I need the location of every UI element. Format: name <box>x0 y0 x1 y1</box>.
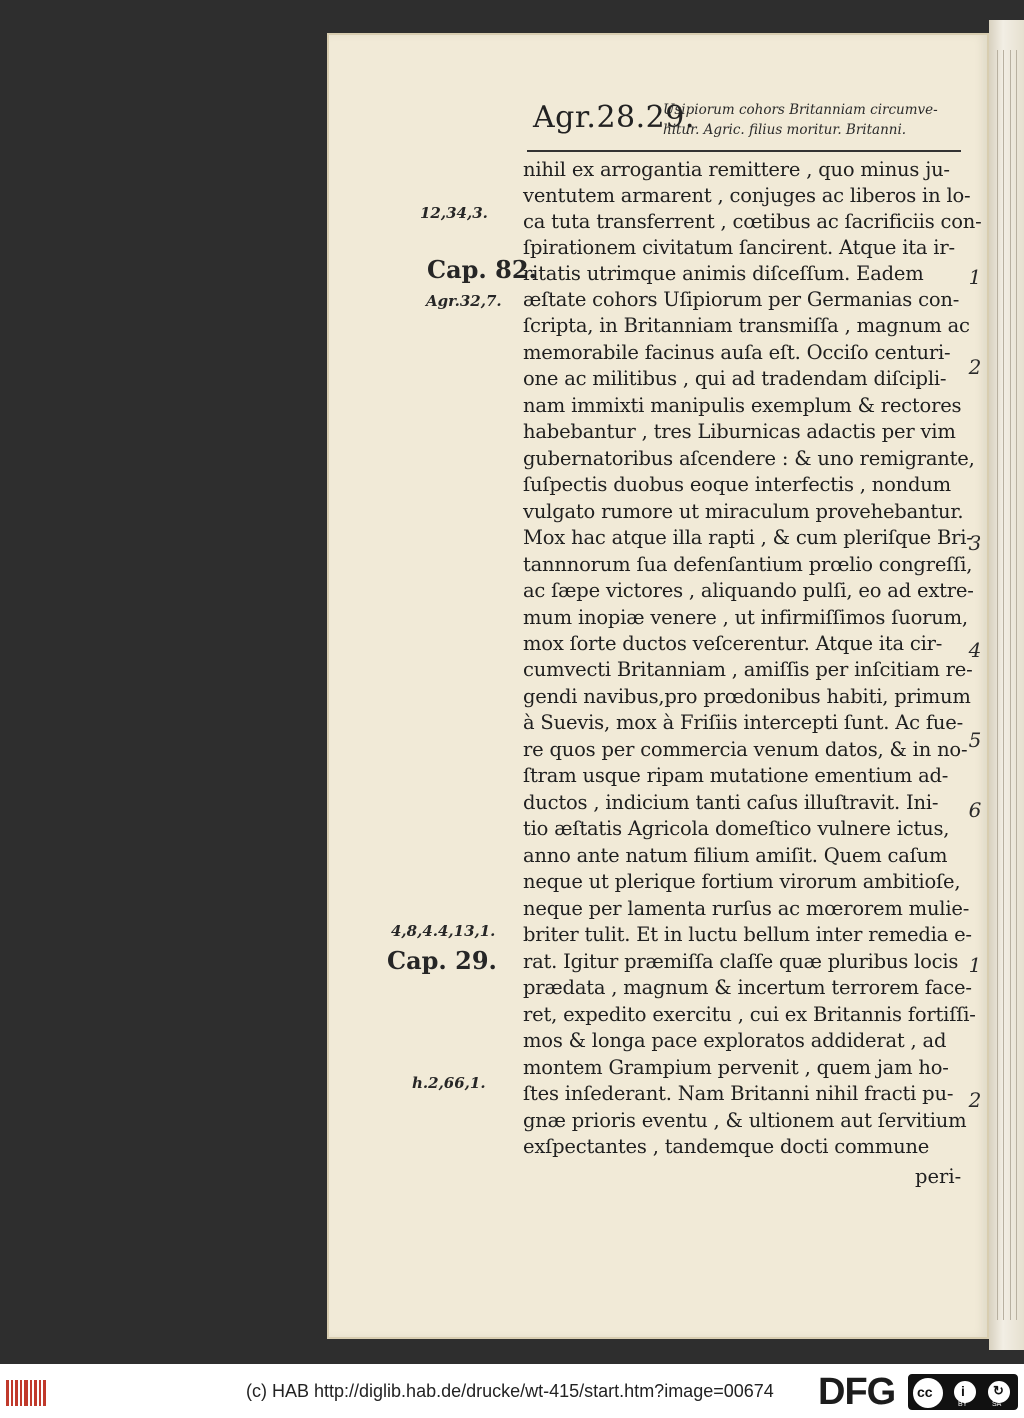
text-line: memorabile facinus auſa eſt. Occiſo centuri- <box>523 341 951 364</box>
text-line: à Suevis, mox à Friſiis intercepti ſunt. Ac fue- <box>523 711 963 734</box>
text-line: gubernatoribus aſcendere : & uno remigrante, <box>523 447 975 470</box>
catchword: peri- <box>915 1165 962 1188</box>
copyright-link[interactable]: (c) HAB http://diglib.hab.de/drucke/wt-415/start.htm?image=00674 <box>246 1381 774 1401</box>
text-line: nihil ex arrogantia remittere , quo minus ju- <box>523 158 950 181</box>
text-line: briter tulit. Et in luctu bellum inter remedia e- <box>523 923 972 946</box>
text-line: ſtes inſederant. Nam Britanni nihil fracti pu- <box>523 1082 954 1105</box>
text-line: neque ut plerique fortium virorum ambitioſe, <box>523 870 961 893</box>
sa-label: SA <box>992 1401 1002 1408</box>
running-head-summary-line-2: hitur. Agric. filius moritur. Britanni. <box>663 122 907 138</box>
margin-chapter-heading: Cap. 29. <box>387 946 497 975</box>
text-line: anno ante natum filium amiſit. Quem caſum <box>523 844 948 867</box>
paragraph-number: 2 <box>968 355 982 379</box>
paragraph-number: 2 <box>968 1088 982 1112</box>
running-head-title: Agr.28.29. <box>533 100 695 135</box>
text-line: ductos , indicium tanti caſus illuſtravit. Ini- <box>523 791 939 814</box>
footer-bar <box>0 1364 1024 1418</box>
cc-icon: cc <box>911 1376 945 1410</box>
margin-reference: 4,8,4.4,13,1. <box>391 922 496 940</box>
margin-reference: Agr.32,7. <box>426 292 502 310</box>
text-line: ritatis utrimque animis diſceſſum. Eadem <box>523 262 924 285</box>
library-barcode-icon <box>6 1380 46 1406</box>
text-line: æſtate cohors Uſipiorum per Germanias con- <box>523 288 960 311</box>
text-line: ſpirationem civitatum ſancirent. Atque ita ir- <box>523 236 955 259</box>
dfg-logo: DFG <box>818 1371 896 1413</box>
margin-reference: h.2,66,1. <box>412 1074 486 1092</box>
text-line: vulgato rumore ut miraculum provehebantur. <box>523 500 964 523</box>
text-line: ret, expedito exercitu , cui ex Britannis fortiſſi- <box>523 1003 976 1026</box>
paragraph-number: 1 <box>968 953 982 977</box>
text-line: tannnorum ſua defenſantium prœlio congreſſi, <box>523 553 973 576</box>
header-rule <box>527 150 961 152</box>
text-line: rat. Igitur præmiſſa claſſe quæ pluribus locis <box>523 950 959 973</box>
by-label: BY <box>958 1401 968 1408</box>
by-attribution-icon: i <box>952 1379 978 1405</box>
text-line: neque per lamenta rurſus ac mœrorem mulie- <box>523 897 970 920</box>
paragraph-number: 5 <box>968 728 982 752</box>
text-line: montem Grampium pervenit , quem jam ho- <box>523 1056 949 1079</box>
text-line: ca tuta transferrent , cœtibus ac ſacrificiis con- <box>523 210 982 233</box>
text-line: mox ſorte ductos veſcerentur. Atque ita cir- <box>523 632 943 655</box>
paragraph-number: 3 <box>968 531 982 555</box>
text-line: ac ſæpe victores , aliquando pulſi, eo ad extre- <box>523 579 974 602</box>
text-line: habebantur , tres Liburnicas adactis per vim <box>523 420 956 443</box>
text-line: exſpectantes , tandemque docti commune <box>523 1135 930 1158</box>
text-line: nam immixti manipulis exemplum & rectores <box>523 394 962 417</box>
text-line: tio æſtatis Agricola domeſtico vulnere ictus, <box>523 817 950 840</box>
running-head <box>533 98 963 146</box>
text-line: one ac militibus , qui ad tradendam diſcipli- <box>523 367 947 390</box>
text-line: gendi navibus,pro prœdonibus habiti, primum <box>523 685 971 708</box>
paragraph-number: 6 <box>968 798 982 822</box>
paragraph-number: 1 <box>968 265 982 289</box>
text-line: gnæ prioris eventu , & ultionem aut ſervitium <box>523 1109 967 1132</box>
margin-reference: 12,34,3. <box>420 204 488 222</box>
text-line: ſtram usque ripam mutatione ementium ad- <box>523 764 949 787</box>
text-line: ventutem armarent , conjuges ac liberos in lo- <box>523 184 971 207</box>
text-line: cumvecti Britanniam , amiſſis per inſcitiam re- <box>523 658 973 681</box>
running-head-summary-line-1: Usipiorum cohors Britanniam circumve- <box>663 102 938 118</box>
cc-license-badge[interactable] <box>908 1374 1018 1410</box>
text-line: ſcripta, in Britanniam transmiſſa , magnum ac <box>523 314 970 337</box>
text-line: ſuſpectis duobus eoque interfectis , nondum <box>523 473 951 496</box>
share-alike-icon: ↻ <box>986 1379 1012 1405</box>
paragraph-number: 4 <box>968 638 982 662</box>
text-line: mum inopiæ venere , ut infirmiſſimos ſuorum, <box>523 606 968 629</box>
text-line: prædata , magnum & incertum terrorem face- <box>523 976 972 999</box>
margin-chapter-heading: Cap. 82. <box>427 255 537 284</box>
text-line: mos & longa pace exploratos addiderat , ad <box>523 1029 947 1052</box>
text-line: Mox hac atque illa rapti , & cum pleriſque Bri- <box>523 526 973 549</box>
text-line: re quos per commercia venum datos, & in no- <box>523 738 968 761</box>
book-edge <box>989 20 1024 1350</box>
